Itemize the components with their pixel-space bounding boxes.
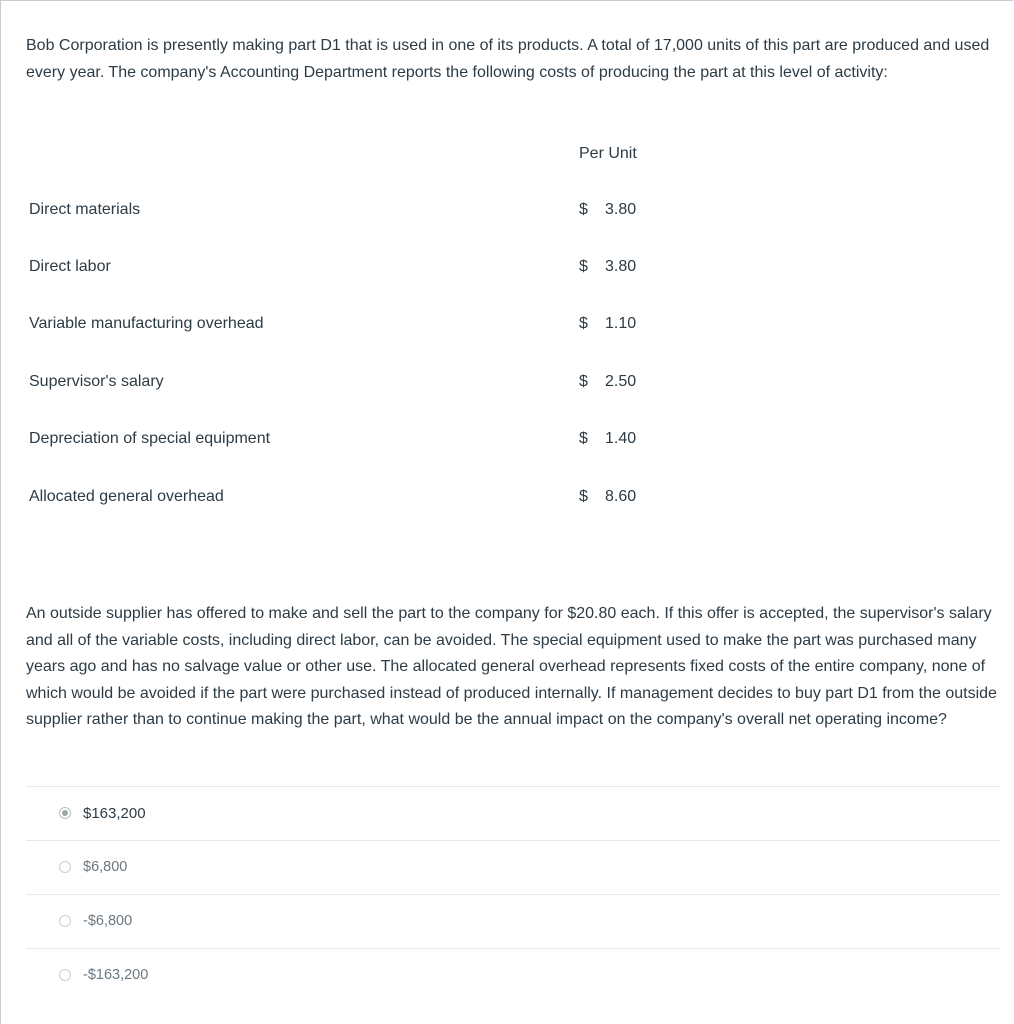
currency-symbol: $ — [579, 373, 588, 390]
answer-list — [26, 786, 1000, 1002]
answer-option-3[interactable] — [26, 894, 1000, 948]
radio-button[interactable] — [59, 915, 71, 927]
amount: 3.80 — [605, 258, 637, 275]
row-label-allocated-general-overhead: Allocated general overhead — [29, 488, 224, 505]
row-label-variable-manufacturing-overhead: Variable manufacturing overhead — [29, 315, 264, 332]
amount: 1.10 — [605, 315, 637, 332]
row-value-direct-labor — [579, 258, 636, 276]
radio-button[interactable] — [59, 969, 71, 981]
amount: 3.80 — [605, 201, 637, 218]
answer-label: -$163,200 — [83, 967, 149, 983]
row-value-allocated-general-overhead — [579, 488, 636, 506]
radio-button-selected[interactable] — [59, 807, 71, 819]
row-label-depreciation-special-equipment: Depreciation of special equipment — [29, 430, 271, 447]
row-value-depreciation-special-equipment — [579, 430, 636, 448]
amount: 2.50 — [605, 373, 637, 390]
question-intro-text: Bob Corporation is presently making part D1 that is used in one of its products. A total of 17,000 units of this part are produced and used every year. The company's Accounting Department reports the following costs of producing the part at this level of activity: — [26, 37, 990, 81]
row-value-supervisors-salary — [579, 373, 636, 391]
currency-symbol: $ — [579, 488, 588, 505]
currency-symbol: $ — [579, 430, 588, 447]
currency-symbol: $ — [579, 258, 588, 275]
row-label-direct-materials: Direct materials — [29, 201, 141, 218]
answer-option-4[interactable] — [26, 948, 1000, 1002]
amount: 1.40 — [605, 430, 637, 447]
row-label-direct-labor: Direct labor — [29, 258, 111, 275]
answer-option-1[interactable] — [26, 786, 1000, 840]
row-label-supervisors-salary: Supervisor's salary — [29, 373, 164, 390]
answer-label: -$6,800 — [83, 913, 133, 929]
answer-option-2[interactable] — [26, 840, 1000, 894]
answer-label: $163,200 — [83, 805, 146, 822]
currency-symbol: $ — [579, 201, 588, 218]
question-followup-text: An outside supplier has offered to make and sell the part to the company for $20.80 each. If this offer is accepted, the supervisor's salary and all of the variable costs, including direct labor, can be avoided. The special equipment used to make the part was purchased many years ago and has no salvage value or other use. The allocated general overhead represents fixed costs of the entire company, none of which would be avoided if the part were purchased instead of produced internally. If management decides to buy part D1 from the outside supplier rather than to continue making the part, what would be the annual impact on the company's overall net operating income? — [26, 605, 997, 728]
amount: 8.60 — [605, 488, 637, 505]
row-value-direct-materials — [579, 201, 636, 219]
row-value-variable-manufacturing-overhead — [579, 315, 636, 333]
column-header-per-unit: Per Unit — [579, 145, 637, 162]
currency-symbol: $ — [579, 315, 588, 332]
answer-label: $6,800 — [83, 859, 128, 875]
radio-button[interactable] — [59, 861, 71, 873]
